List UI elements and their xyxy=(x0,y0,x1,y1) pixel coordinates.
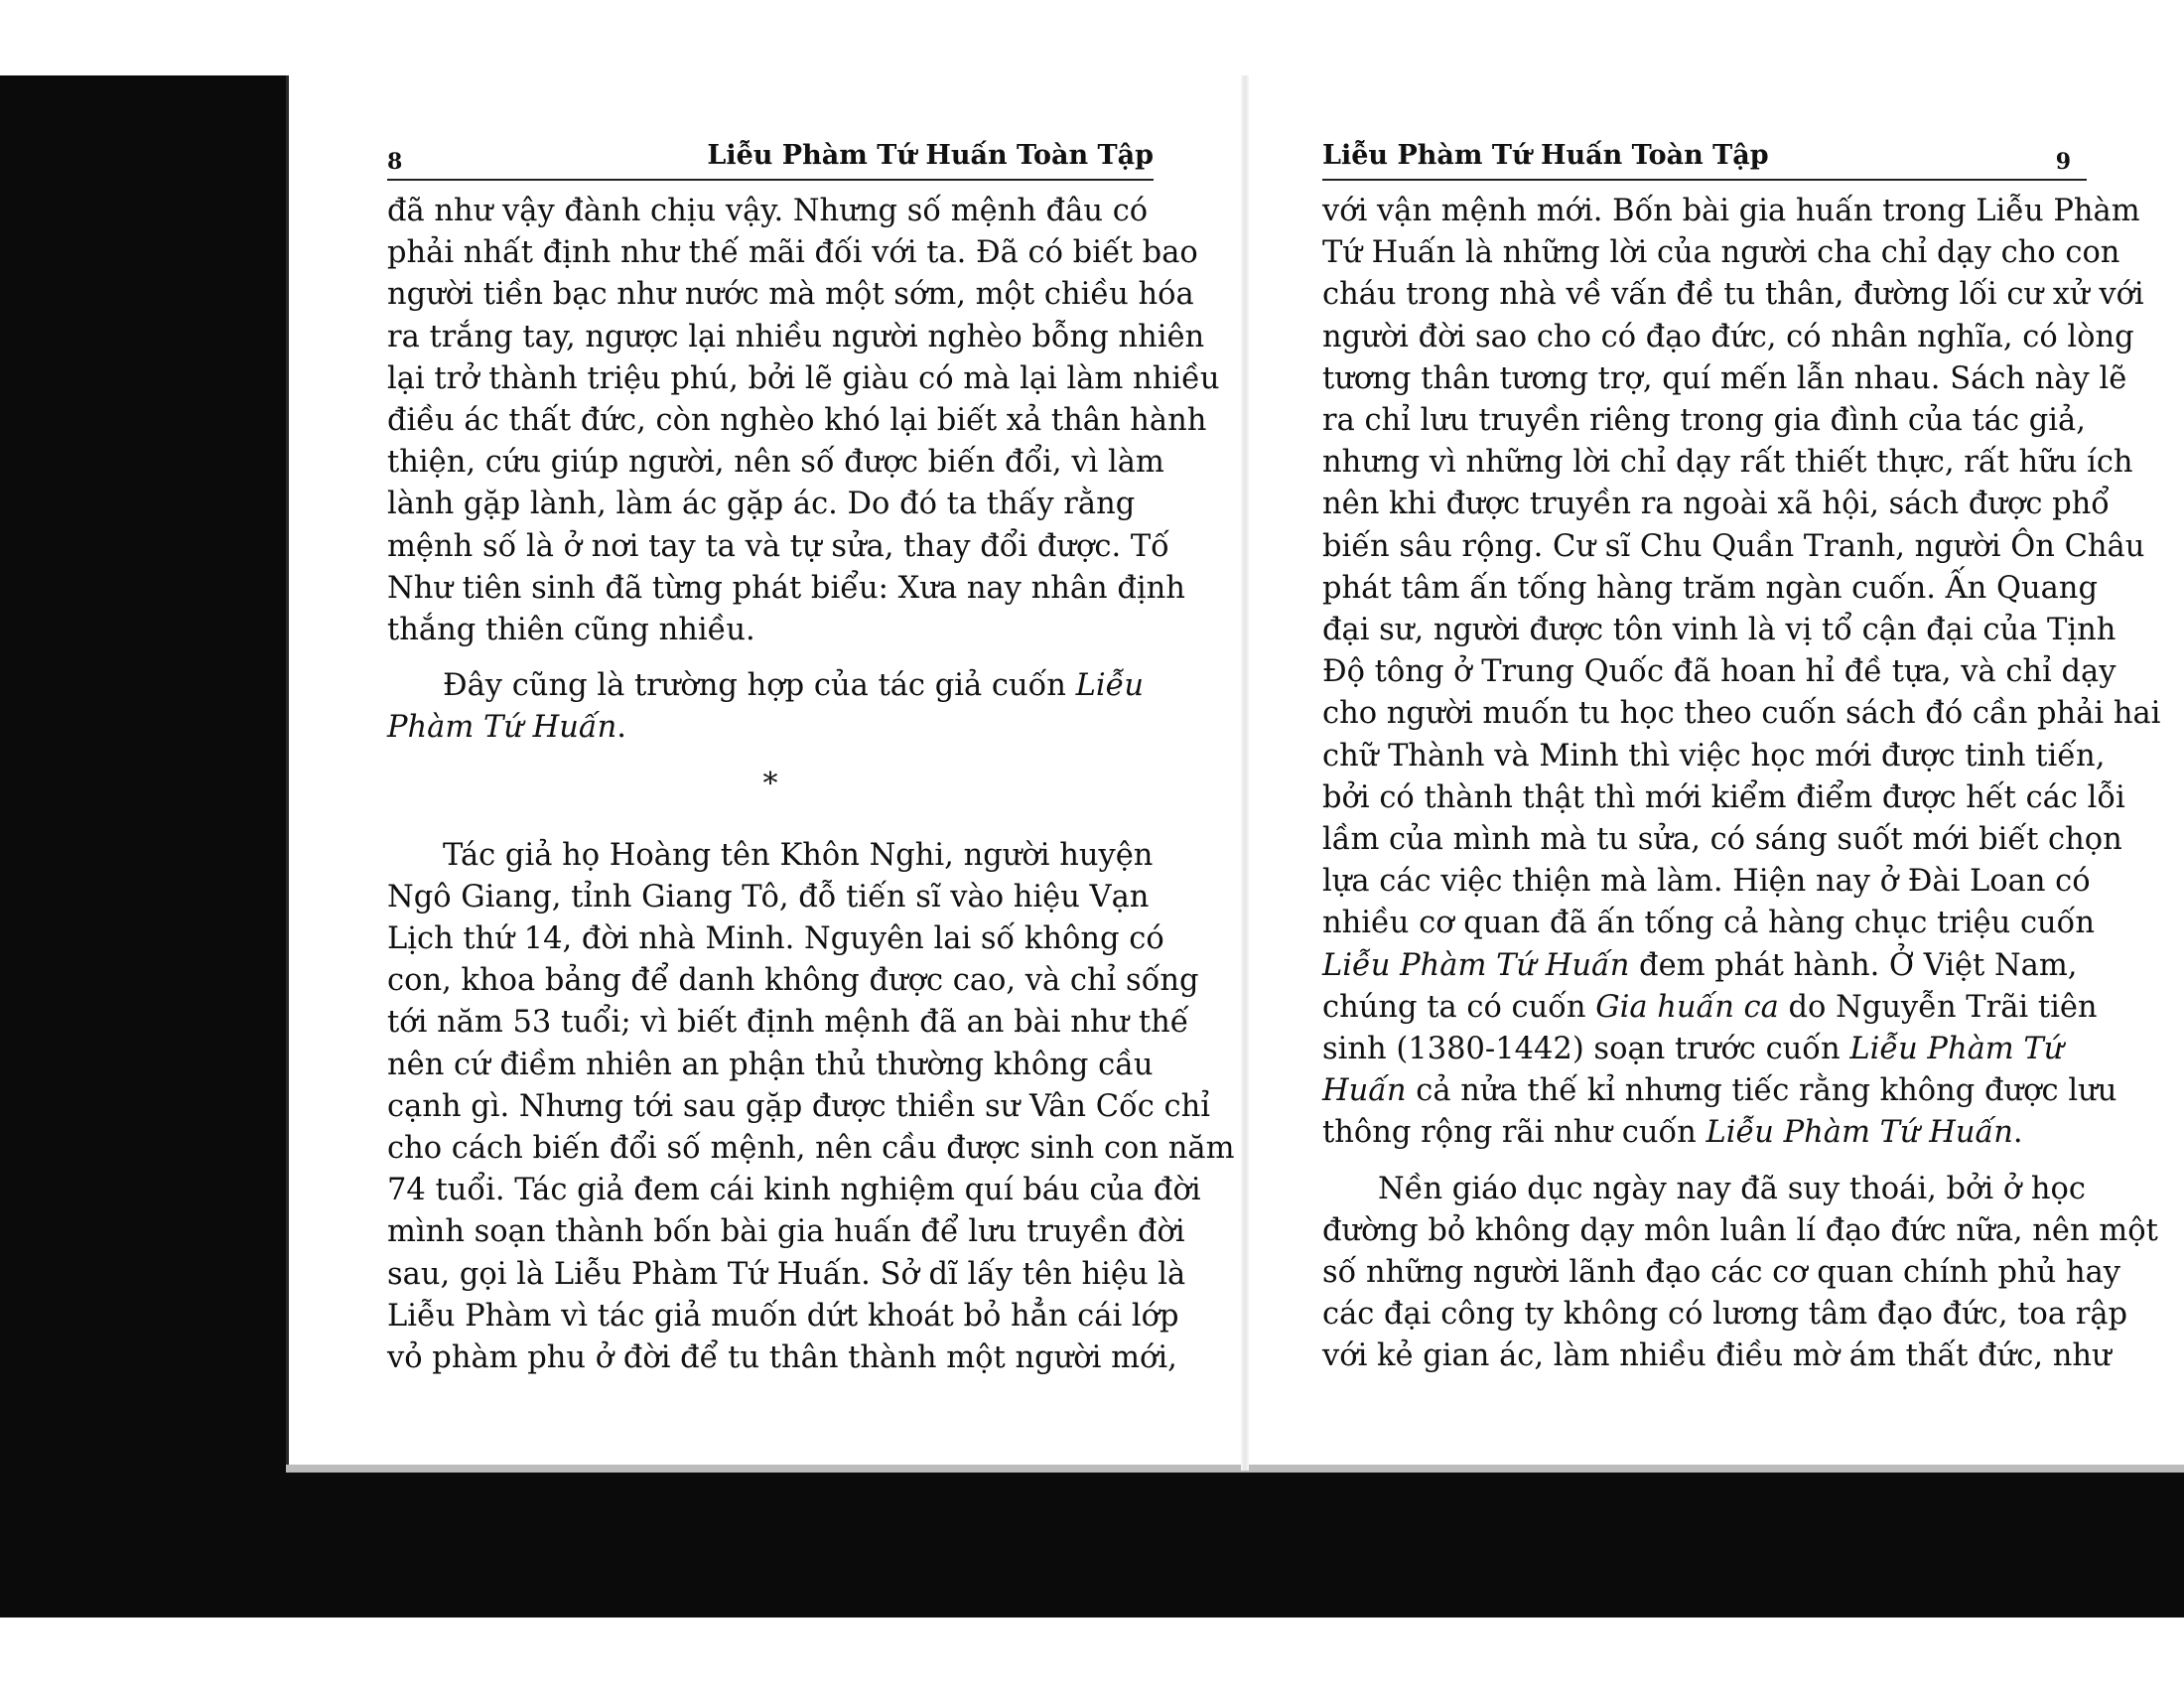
left-page-body xyxy=(387,191,1235,1379)
text-line: Liễu Phàm vì tác giả muốn dứt khoát bỏ hẳn cái lớp xyxy=(387,1298,1179,1334)
text-line: bởi có thành thật thì mới kiểm điểm được hết các lỗi xyxy=(1322,779,2125,815)
text-line: các đại công ty không có lương tâm đạo đức, toa rập xyxy=(1322,1297,2128,1333)
text-line: phát tâm ấn tống hàng trăm ngàn cuốn. Ấn Quang xyxy=(1322,570,2098,606)
paragraph xyxy=(1322,1169,2158,1378)
text-line: cho người muốn tu học theo cuốn sách đó cần phải hai xyxy=(1322,696,2161,732)
text-line: đã như vậy đành chịu vậy. Nhưng số mệnh đâu có xyxy=(387,194,1149,228)
text-line: 74 tuổi. Tác giả đem cái kinh nghiệm quí báu của đời xyxy=(387,1173,1201,1208)
text-line: biến sâu rộng. Cư sĩ Chu Quần Tranh, người Ôn Châu xyxy=(1322,528,2145,564)
text-run: do Nguyễn Trãi tiên xyxy=(1778,989,2098,1025)
text-line: lành gặp lành, làm ác gặp ác. Do đó ta thấy rằng xyxy=(387,487,1136,522)
paragraph xyxy=(387,835,1235,1380)
text-line: số những người lãnh đạo các cơ quan chính phủ hay xyxy=(1322,1255,2121,1291)
text-run: thông rộng rãi như cuốn xyxy=(1322,1115,1706,1151)
text-line: vỏ phàm phu ở đời để tu thân thành một người mới, xyxy=(387,1340,1177,1376)
text-line: phải nhất định như thế mãi đối với ta. Đã có biết bao xyxy=(387,235,1198,271)
text-line: chữ Thành và Minh thì việc học mới được tinh tiến, xyxy=(1322,738,2106,774)
text-line: cho cách biến đổi số mệnh, nên cầu được sinh con năm xyxy=(387,1131,1235,1167)
text-line: với vận mệnh mới. Bốn bài gia huấn trong Liễu Phàm xyxy=(1322,194,2140,228)
text-run: sinh (1380-1442) soạn trước cuốn xyxy=(1322,1032,1850,1067)
text-line: thiện, cứu giúp người, nên số được biến đổi, vì làm xyxy=(387,445,1164,481)
page-number: 8 xyxy=(387,149,403,175)
text-line: đại sư, người được tôn vinh là vị tổ cận đại của Tịnh xyxy=(1322,613,2116,648)
text-line: sau, gọi là Liễu Phàm Tứ Huấn. Sở dĩ lấy tên hiệu là xyxy=(387,1256,1186,1292)
left-page xyxy=(387,139,1235,1379)
page-number: 9 xyxy=(2055,149,2071,175)
text-line: nên cứ điềm nhiên an phận thủ thường không cầu xyxy=(387,1047,1154,1082)
text-run: chúng ta có cuốn xyxy=(1322,989,1596,1025)
text-line xyxy=(1322,1029,2087,1070)
text-line: Như tiên sinh đã từng phát biểu: Xưa nay nhân định xyxy=(387,570,1185,606)
text-line: ra trắng tay, ngược lại nhiều người nghèo bỗng nhiên xyxy=(387,319,1205,354)
text-run: . xyxy=(616,710,626,746)
text-line: nhưng vì những lời chỉ dạy rất thiết thực, rất hữu ích xyxy=(1322,445,2133,481)
text-line: lại trở thành triệu phú, bởi lẽ giàu có mà lại làm nhiều xyxy=(387,360,1220,396)
text-line: ra chỉ lưu truyền riêng trong gia đình của tác giả, xyxy=(1322,403,2086,439)
text-line: với kẻ gian ác, làm nhiều điều mờ ám thất đức, như xyxy=(1322,1338,2112,1374)
text-line: người đời sao cho có đạo đức, có nhân nghĩa, có lòng xyxy=(1322,319,2134,354)
text-line: Độ tông ở Trung Quốc đã hoan hỉ đề tựa, và chỉ dạy xyxy=(1322,654,2116,690)
text-run: Đây cũng là trường hợp của tác giả cuốn xyxy=(443,668,1076,704)
book-title-italic: Huấn xyxy=(1322,1073,1407,1109)
book-title-italic: Gia huấn ca xyxy=(1595,989,1779,1025)
text-line: người tiền bạc như nước mà một sớm, một chiều hóa xyxy=(387,277,1194,313)
page-edge xyxy=(286,1465,2184,1473)
text-line: Lịch thứ 14, đời nhà Minh. Nguyên lai số không có xyxy=(387,921,1164,957)
paragraph xyxy=(387,191,1220,651)
text-line: thắng thiên cũng nhiều. xyxy=(387,613,755,648)
text-line: đường bỏ không dạy môn luân lí đạo đức nữa, nên một xyxy=(1322,1212,2158,1248)
text-run: đem phát hành. Ở Việt Nam, xyxy=(1629,947,2078,983)
book-title-italic: Liễu Phàm Tứ Huấn xyxy=(1322,947,1630,983)
book-title-italic: Liễu Phàm Tứ Huấn xyxy=(1706,1115,2013,1151)
book-title-italic: Liễu xyxy=(1075,668,1145,704)
text-line xyxy=(1322,987,2098,1029)
text-line: nhiều cơ quan đã ấn tống cả hàng chục triệu cuốn xyxy=(1322,906,2095,941)
book-title-italic: Liễu Phàm Tứ xyxy=(1849,1032,2064,1067)
text-run: . xyxy=(2012,1115,2023,1151)
text-line xyxy=(1322,945,2087,987)
text-line: nên khi được truyền ra ngoài xã hội, sách được phổ xyxy=(1322,487,2110,522)
paragraph xyxy=(387,665,1154,749)
section-separator: * xyxy=(762,766,778,801)
text-line: lựa các việc thiện mà làm. Hiện nay ở Đài Loan có xyxy=(1322,864,2091,900)
text-line: Nền giáo dục ngày nay đã suy thoái, bởi ở học xyxy=(1378,1171,2086,1206)
left-page-header xyxy=(387,139,1154,181)
text-line: cháu trong nhà về vấn đề tu thân, đường lối cư xử với xyxy=(1322,277,2144,313)
text-line: con, khoa bảng để danh không được cao, và chỉ sống xyxy=(387,963,1199,999)
text-line xyxy=(1322,1070,2117,1112)
book-title-italic: Phàm Tứ Huấn xyxy=(387,710,617,746)
text-line: mình soạn thành bốn bài gia huấn để lưu truyền đời xyxy=(387,1214,1185,1250)
right-page xyxy=(1322,139,2161,1378)
text-line xyxy=(1322,1112,2087,1154)
text-line: Tác giả họ Hoàng tên Khôn Nghi, người huyện xyxy=(443,837,1154,873)
text-line: điều ác thất đức, còn nghèo khó lại biết xả thân hành xyxy=(387,403,1207,439)
running-title: Liễu Phàm Tứ Huấn Toàn Tập xyxy=(1322,140,1769,171)
text-line: Ngô Giang, tỉnh Giang Tô, đỗ tiến sĩ vào hiệu Vạn xyxy=(387,879,1150,914)
running-title: Liễu Phàm Tứ Huấn Toàn Tập xyxy=(707,140,1154,171)
text-line: mệnh số là ở nơi tay ta và tự sửa, thay đổi được. Tố xyxy=(387,528,1169,564)
text-line: lầm của mình mà tu sửa, có sáng suốt mới biết chọn xyxy=(1322,822,2122,858)
book-gutter xyxy=(1241,75,1249,1471)
text-line: tương thân tương trợ, quí mến lẫn nhau. Sách này lẽ xyxy=(1322,360,2127,396)
right-page-header xyxy=(1322,139,2087,181)
text-line: cạnh gì. Nhưng tới sau gặp được thiền sư Vân Cốc chỉ xyxy=(387,1088,1210,1124)
right-page-body xyxy=(1322,191,2161,1378)
text-run: cả nửa thế kỉ nhưng tiếc rằng không được lưu xyxy=(1406,1073,2117,1109)
text-line: Tứ Huấn là những lời của người cha chỉ dạy cho con xyxy=(1322,235,2120,271)
text-line: tới năm 53 tuổi; vì biết định mệnh đã an bài như thế xyxy=(387,1005,1189,1041)
paragraph xyxy=(1322,191,2161,1155)
